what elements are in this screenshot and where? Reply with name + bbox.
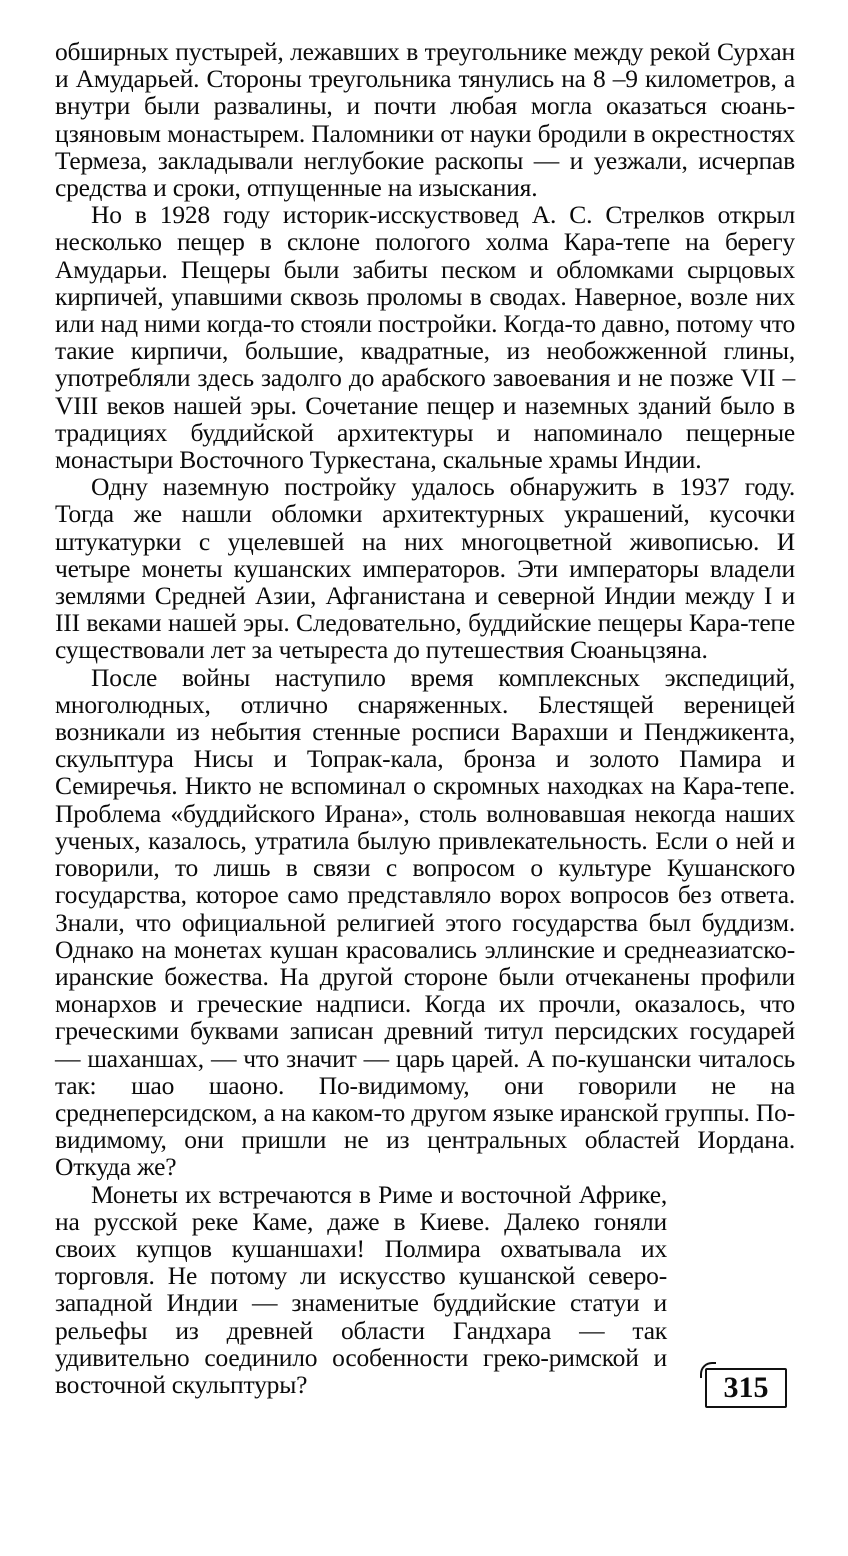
body-text bbox=[55, 38, 795, 1398]
paragraph-3: Одну наземную постройку удалось обнаружить в 1937 году. Тогда же нашли обломки архитектурных украшений, кусочки штукатурки с уцелевшей на них многоцветной живописью. И четыре монеты кушанских императоров. Эти императоры владели землями Средней Азии, Афганистана и северной Индии между I и III веками нашей эры. Следовательно, буддийские пещеры Кара-тепе существовали лет за четыреста до путешествия Сюаньцзяна. bbox=[55, 472, 795, 665]
paragraph-1: обширных пустырей, лежавших в треугольнике между рекой Сурхан и Амударьей. Стороны треугольника тянулись на 8 –9 километров, а внутри были развалины, и почти любая могла оказаться сюань-цзяновым монастырем. Паломники от науки бродили в окрестностях Термеза, закладывали неглубокие раскопы — и уезжали, исчерпав средства и сроки, отпущенные на изыскания. bbox=[55, 37, 795, 203]
page-number: 315 bbox=[705, 1368, 787, 1408]
paragraph-2: Но в 1928 году историк-исскуствовед А. С. Стрелков открыл несколько пещер в склоне пологого холма Кара-тепе на берегу Амударьи. Пещеры были забиты песком и обломками сырцовых кирпичей, упавшими сквозь проломы в сводах. Наверное, возле них или над ними когда-то стояли постройки. Когда-то давно, потому что такие кирпичи, большие, квадратные, из необожженной глины, употребляли здесь задолго до арабского завоевания и не позже VII – VIII веков нашей эры. Сочетание пещер и наземных зданий было в традициях буддийской архитектуры и напоминало пещерные монастыри Восточного Туркестана, скальные храмы Индии. bbox=[55, 200, 795, 475]
paragraph-5: Монеты их встречаются в Риме и восточной Африке, на русской реке Каме, даже в Киеве. Далеко гоняли своих купцов кушаншахи! Полмира охватывала их торговля. Не потому ли искусство кушанской северо-западной Индии — знаменитые буддийские статуи и рельефы из древней области Гандхара — так удивительно соединило особенности греко-римской и восточной скульптуры? bbox=[55, 1179, 667, 1399]
paragraph-4: После войны наступило время комплексных экспедиций, многолюдных, отлично снаряженных. Блестящей вереницей возникали из небытия стенные росписи Варахши и Пенджикента, скульптура Нисы и Топрак-кала, бронза и золото Памира и Семиречья. Никто не вспоминал о скромных находках на Кара-тепе. Проблема «буддийского Ирана», столь волновавшая некогда наших ученых, казалось, утратила былую привлекательность. Если о ней и говорили, то лишь в связи с вопросом о культуре Кушанского государства, которое само представляло ворох вопросов без ответа. Знали, что официальной религией этого государства был буддизм. Однако на монетах кушан красовались эллинские и среднеазиатско-иранские божества. На другой стороне были отчеканены профили монархов и греческие надписи. Когда их прочли, оказалось, что греческими буквами записан древний титул персидских государей — шаханшах, — что значит — царь царей. А по-кушански читалось так: шао шаоно. По-видимому, они говорили не на среднеперсидском, а на каком-то другом языке иранской группы. По-видимому, они пришли не из центральных областей Иордана. Откуда же? bbox=[55, 662, 795, 1182]
